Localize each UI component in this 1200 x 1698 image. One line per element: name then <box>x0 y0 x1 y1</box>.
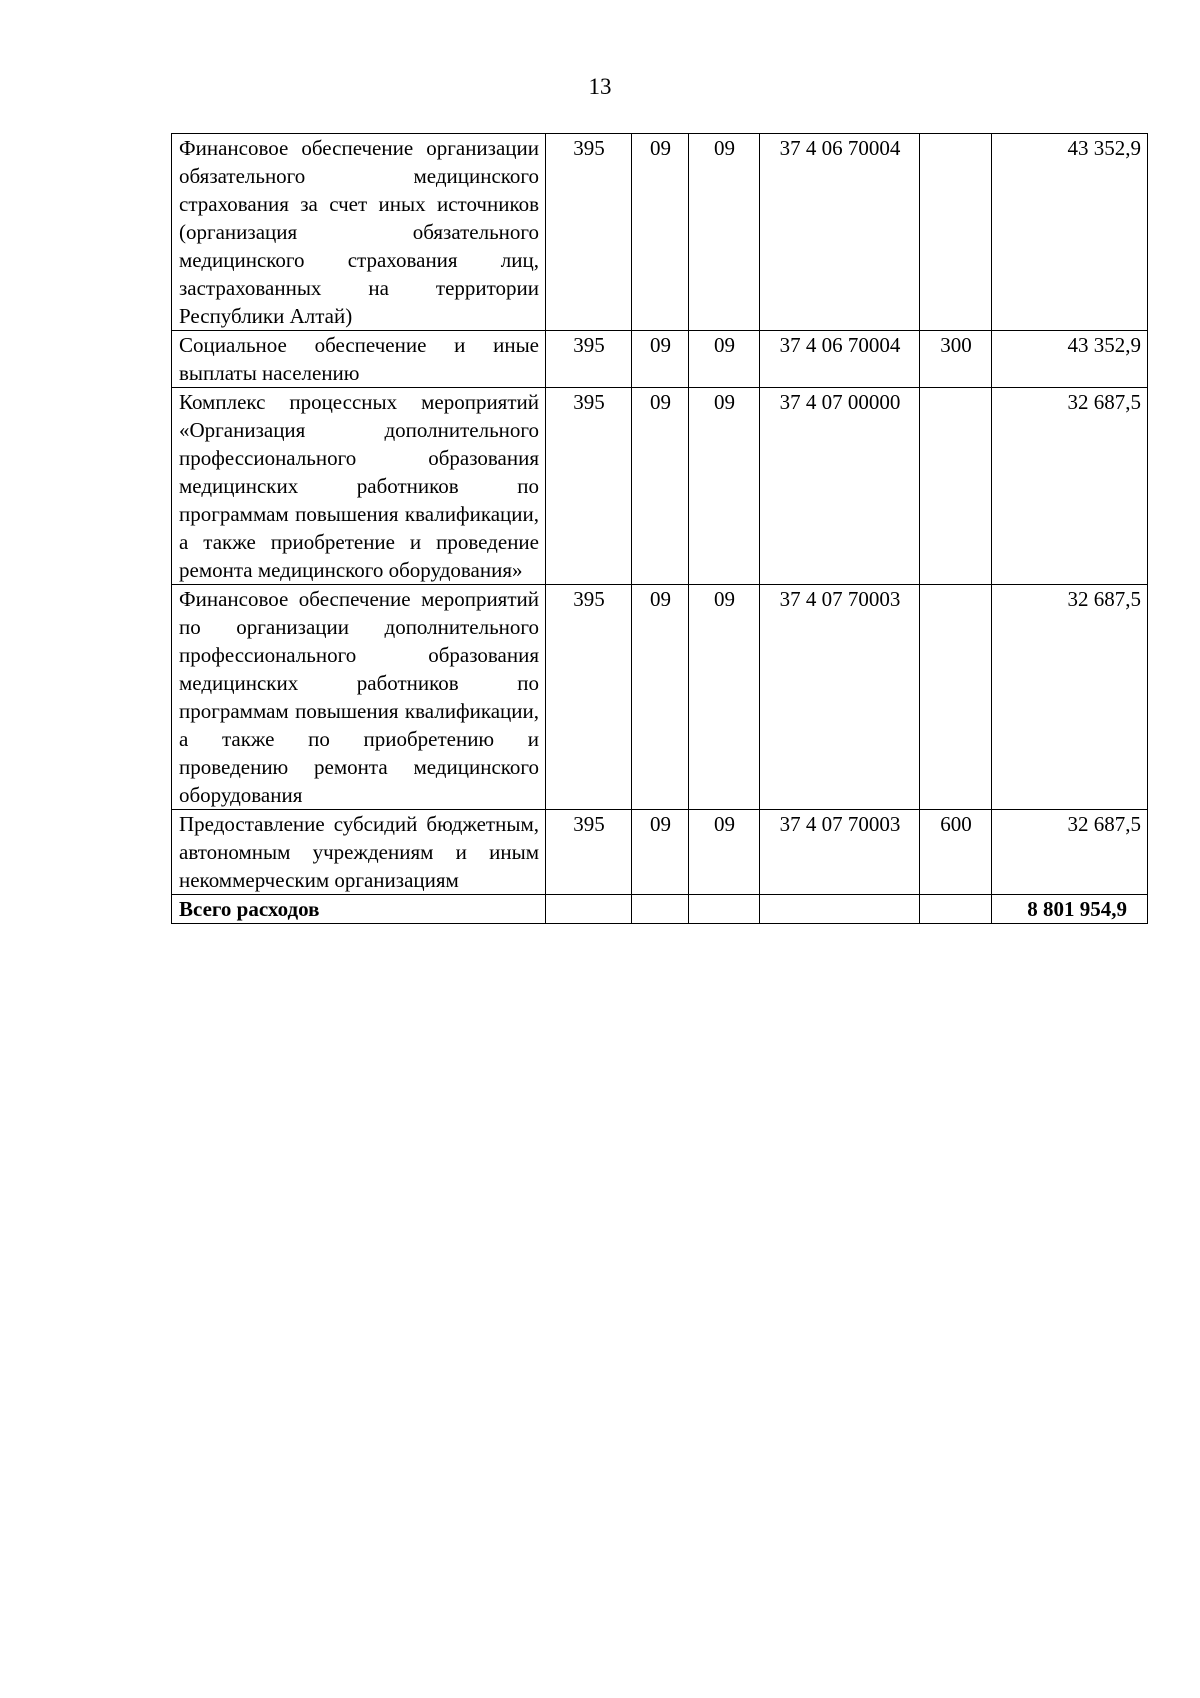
vr-code-cell <box>920 388 992 585</box>
pr-code-cell: 09 <box>689 810 760 895</box>
csr-code-cell: 37 4 07 70003 <box>760 810 920 895</box>
vr-code-cell <box>920 134 992 331</box>
csr-code-cell: 37 4 06 70004 <box>760 331 920 388</box>
vr-code-cell: 300 <box>920 331 992 388</box>
rz-code-cell: 09 <box>632 388 689 585</box>
row-name: Финансовое обеспечение мероприятий по организации дополнительного профессионального образования медицинских работников по программам повышения квалификации, а также по приобретению и проведению ремонта медицинского оборудования <box>172 585 546 810</box>
table-row <box>172 810 1148 895</box>
table-row <box>172 331 1148 388</box>
row-name: Финансовое обеспечение организации обязательного медицинского страхования за счет иных источников (организация обязательного медицинского страхования лиц, застрахованных на территории Республики Алтай) <box>172 134 546 331</box>
gr-code-cell: 395 <box>546 331 632 388</box>
total-label: Всего расходов <box>172 895 546 924</box>
pr-code-cell: 09 <box>689 388 760 585</box>
amount-cell: 43 352,9 <box>992 331 1148 388</box>
empty-cell <box>760 895 920 924</box>
amount-cell: 32 687,5 <box>992 810 1148 895</box>
csr-code-cell: 37 4 06 70004 <box>760 134 920 331</box>
empty-cell <box>546 895 632 924</box>
pr-code-cell: 09 <box>689 585 760 810</box>
table-row <box>172 388 1148 585</box>
amount-cell: 32 687,5 <box>992 388 1148 585</box>
gr-code-cell: 395 <box>546 388 632 585</box>
empty-cell <box>920 895 992 924</box>
csr-code-cell: 37 4 07 00000 <box>760 388 920 585</box>
gr-code-cell: 395 <box>546 810 632 895</box>
rz-code-cell: 09 <box>632 810 689 895</box>
pr-code-cell: 09 <box>689 134 760 331</box>
pr-code-cell: 09 <box>689 331 760 388</box>
budget-expenditure-table <box>171 133 1148 924</box>
gr-code-cell: 395 <box>546 134 632 331</box>
total-row <box>172 895 1148 924</box>
row-name: Предоставление субсидий бюджетным, автономным учреждениям и иным некоммерческим организациям <box>172 810 546 895</box>
empty-cell <box>632 895 689 924</box>
csr-code-cell: 37 4 07 70003 <box>760 585 920 810</box>
rz-code-cell: 09 <box>632 585 689 810</box>
table-row <box>172 585 1148 810</box>
vr-code-cell <box>920 585 992 810</box>
empty-cell <box>689 895 760 924</box>
page-number: 13 <box>588 74 612 99</box>
total-amount: 8 801 954,9 <box>992 895 1148 924</box>
table-row <box>172 134 1148 331</box>
row-name: Комплекс процессных мероприятий «Организация дополнительного профессионального образования медицинских работников по программам повышения квалификации, а также приобретение и проведение ремонта медицинского оборудования» <box>172 388 546 585</box>
rz-code-cell: 09 <box>632 331 689 388</box>
amount-cell: 43 352,9 <box>992 134 1148 331</box>
rz-code-cell: 09 <box>632 134 689 331</box>
amount-cell: 32 687,5 <box>992 585 1148 810</box>
vr-code-cell: 600 <box>920 810 992 895</box>
row-name: Социальное обеспечение и иные выплаты населению <box>172 331 546 388</box>
gr-code-cell: 395 <box>546 585 632 810</box>
